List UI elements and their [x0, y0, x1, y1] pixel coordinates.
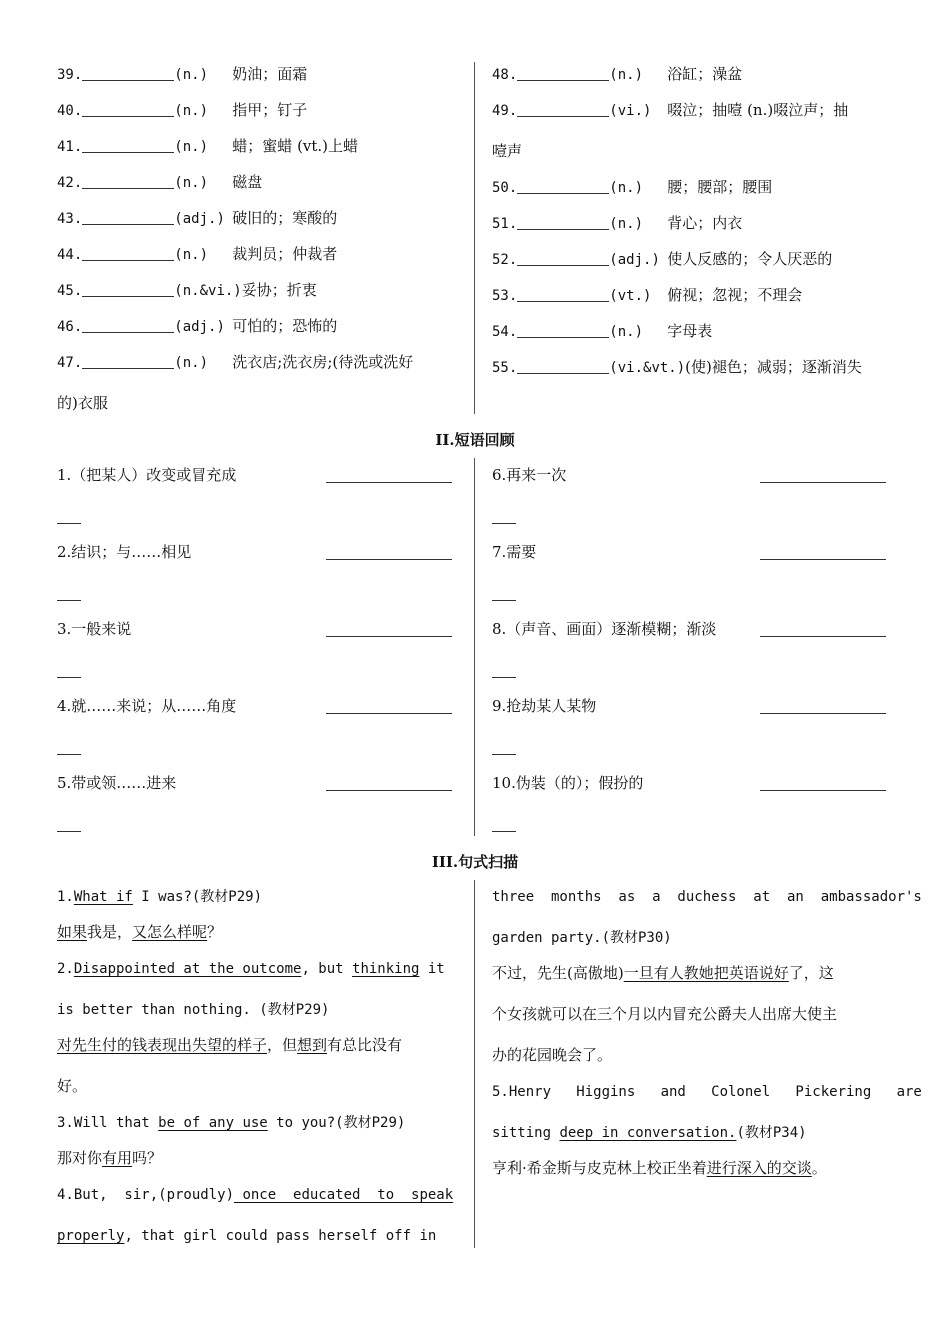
vocab-meaning: 腰；腰部；腰围	[667, 178, 773, 196]
part-of-speech: (vt.)	[609, 288, 652, 304]
vocab-meaning: 妥协；折衷	[241, 281, 317, 299]
answer-blank-continued[interactable]	[57, 831, 81, 832]
column-divider-phrases	[474, 458, 475, 836]
vocab-number: 48.	[492, 67, 518, 83]
vocab-item	[492, 249, 832, 270]
answer-blank[interactable]	[326, 713, 452, 714]
vocab-meaning: 破旧的；寒酸的	[232, 209, 338, 227]
column-divider-sentences	[474, 880, 475, 1248]
vocab-number: 50.	[492, 180, 518, 196]
section-title-sentences: III.句式扫描	[431, 853, 519, 871]
vocab-item	[492, 64, 742, 85]
phrase-item: 7.需要	[492, 543, 537, 561]
vocab-item	[57, 352, 413, 373]
answer-blank[interactable]	[82, 102, 174, 117]
part-of-speech: (n.)	[609, 67, 644, 83]
vocab-number: 44.	[57, 247, 83, 263]
phrase-item: 2.结识；与……相见	[57, 543, 192, 561]
vocab-number: 52.	[492, 252, 518, 268]
answer-blank-continued[interactable]	[492, 677, 516, 678]
vocab-meaning: 蜡；蜜蜡 (vt.)上蜡	[232, 137, 359, 155]
vocab-meaning: 裁判员；仲裁者	[232, 245, 338, 263]
answer-blank[interactable]	[517, 179, 609, 194]
answer-blank-continued[interactable]	[492, 600, 516, 601]
part-of-speech: (n.)	[174, 355, 209, 371]
part-of-speech: (n.)	[174, 175, 209, 191]
answer-blank[interactable]	[760, 482, 886, 483]
answer-blank[interactable]	[326, 482, 452, 483]
answer-blank[interactable]	[517, 215, 609, 230]
answer-blank[interactable]	[82, 318, 174, 333]
answer-blank-continued[interactable]	[57, 754, 81, 755]
column-divider-vocab	[474, 62, 475, 414]
phrase-item: 6.再来一次	[492, 466, 567, 484]
vocab-meaning: 指甲；钉子	[232, 101, 308, 119]
answer-blank[interactable]	[517, 66, 609, 81]
vocab-item	[57, 244, 337, 265]
answer-blank[interactable]	[760, 713, 886, 714]
vocab-meaning: 背心；内衣	[667, 214, 743, 232]
phrase-item: 9.抢劫某人某物	[492, 697, 597, 715]
vocab-meaning: 可怕的；恐怖的	[232, 317, 338, 335]
vocab-item	[57, 64, 307, 85]
part-of-speech: (n.)	[174, 103, 209, 119]
phrase-item: 8.（声音、画面）逐渐模糊；渐淡	[492, 620, 717, 638]
vocab-item	[492, 213, 742, 234]
answer-blank[interactable]	[326, 790, 452, 791]
vocab-item	[57, 208, 337, 229]
phrase-item: 10.伪装（的）；假扮的	[492, 774, 644, 792]
vocab-number: 39.	[57, 67, 83, 83]
vocab-number: 54.	[492, 324, 518, 340]
answer-blank[interactable]	[760, 636, 886, 637]
part-of-speech: (adj.)	[174, 319, 225, 335]
part-of-speech: (n.)	[174, 247, 209, 263]
vocab-meaning: 俯视；忽视；不理会	[667, 286, 803, 304]
answer-blank[interactable]	[82, 282, 174, 297]
phrase-item: 5.带或领……进来	[57, 774, 177, 792]
vocab-item	[492, 357, 862, 378]
answer-blank[interactable]	[517, 251, 609, 266]
answer-blank[interactable]	[82, 246, 174, 261]
vocab-number: 43.	[57, 211, 83, 227]
vocab-item	[492, 100, 848, 121]
vocab-item	[57, 280, 317, 301]
vocab-meaning: 洗衣店;洗衣房;(待洗或洗好	[232, 353, 414, 371]
part-of-speech: (n.&vi.)	[174, 283, 242, 299]
vocab-meaning-continued: 噎声	[492, 142, 523, 160]
vocab-item	[57, 136, 358, 157]
phrase-item: 3.一般来说	[57, 620, 132, 638]
vocab-number: 55.	[492, 360, 518, 376]
phrase-item: 4.就……来说；从……角度	[57, 697, 237, 715]
vocab-item	[492, 177, 772, 198]
vocab-number: 51.	[492, 216, 518, 232]
vocab-meaning: 奶油；面霜	[232, 65, 308, 83]
vocab-meaning: (使)褪色；减弱；逐渐消失	[685, 358, 862, 376]
answer-blank-continued[interactable]	[492, 523, 516, 524]
vocab-meaning: 啜泣；抽噎 (n.)啜泣声；抽	[667, 101, 849, 119]
part-of-speech: (n.)	[609, 180, 644, 196]
vocab-item	[57, 172, 262, 193]
answer-blank[interactable]	[326, 559, 452, 560]
answer-blank[interactable]	[760, 790, 886, 791]
section-title-phrases: II.短语回顾	[435, 431, 515, 449]
vocab-item	[492, 285, 802, 306]
answer-blank[interactable]	[517, 102, 609, 117]
vocab-number: 47.	[57, 355, 83, 371]
answer-blank[interactable]	[517, 323, 609, 338]
vocab-meaning: 使人反感的；令人厌恶的	[667, 250, 833, 268]
answer-blank[interactable]	[326, 636, 452, 637]
part-of-speech: (n.)	[609, 324, 644, 340]
part-of-speech: (vi.&vt.)	[609, 360, 686, 376]
answer-blank[interactable]	[760, 559, 886, 560]
vocab-number: 40.	[57, 103, 83, 119]
part-of-speech: (n.)	[609, 216, 644, 232]
answer-blank-continued[interactable]	[57, 677, 81, 678]
answer-blank[interactable]	[517, 287, 609, 302]
part-of-speech: (adj.)	[174, 211, 225, 227]
phrase-item: 1.（把某人）改变或冒充成	[57, 466, 237, 484]
part-of-speech: (n.)	[174, 67, 209, 83]
answer-blank[interactable]	[82, 354, 174, 369]
vocab-item	[57, 100, 307, 121]
vocab-meaning-continued: 的)衣服	[57, 394, 108, 412]
answer-blank[interactable]	[82, 66, 174, 81]
vocab-item	[492, 321, 712, 342]
vocab-item	[57, 316, 337, 337]
part-of-speech: (adj.)	[609, 252, 660, 268]
vocab-number: 53.	[492, 288, 518, 304]
vocab-meaning: 浴缸；澡盆	[667, 65, 743, 83]
vocab-meaning: 磁盘	[232, 173, 263, 191]
answer-blank[interactable]	[517, 359, 609, 374]
answer-blank[interactable]	[82, 138, 174, 153]
vocab-number: 46.	[57, 319, 83, 335]
answer-blank-continued[interactable]	[492, 831, 516, 832]
answer-blank-continued[interactable]	[57, 600, 81, 601]
vocab-number: 45.	[57, 283, 83, 299]
vocab-number: 41.	[57, 139, 83, 155]
part-of-speech: (n.)	[174, 139, 209, 155]
vocab-meaning: 字母表	[667, 322, 713, 340]
answer-blank[interactable]	[82, 174, 174, 189]
answer-blank-continued[interactable]	[492, 754, 516, 755]
vocab-number: 42.	[57, 175, 83, 191]
answer-blank-continued[interactable]	[57, 523, 81, 524]
vocab-number: 49.	[492, 103, 518, 119]
answer-blank[interactable]	[82, 210, 174, 225]
part-of-speech: (vi.)	[609, 103, 652, 119]
